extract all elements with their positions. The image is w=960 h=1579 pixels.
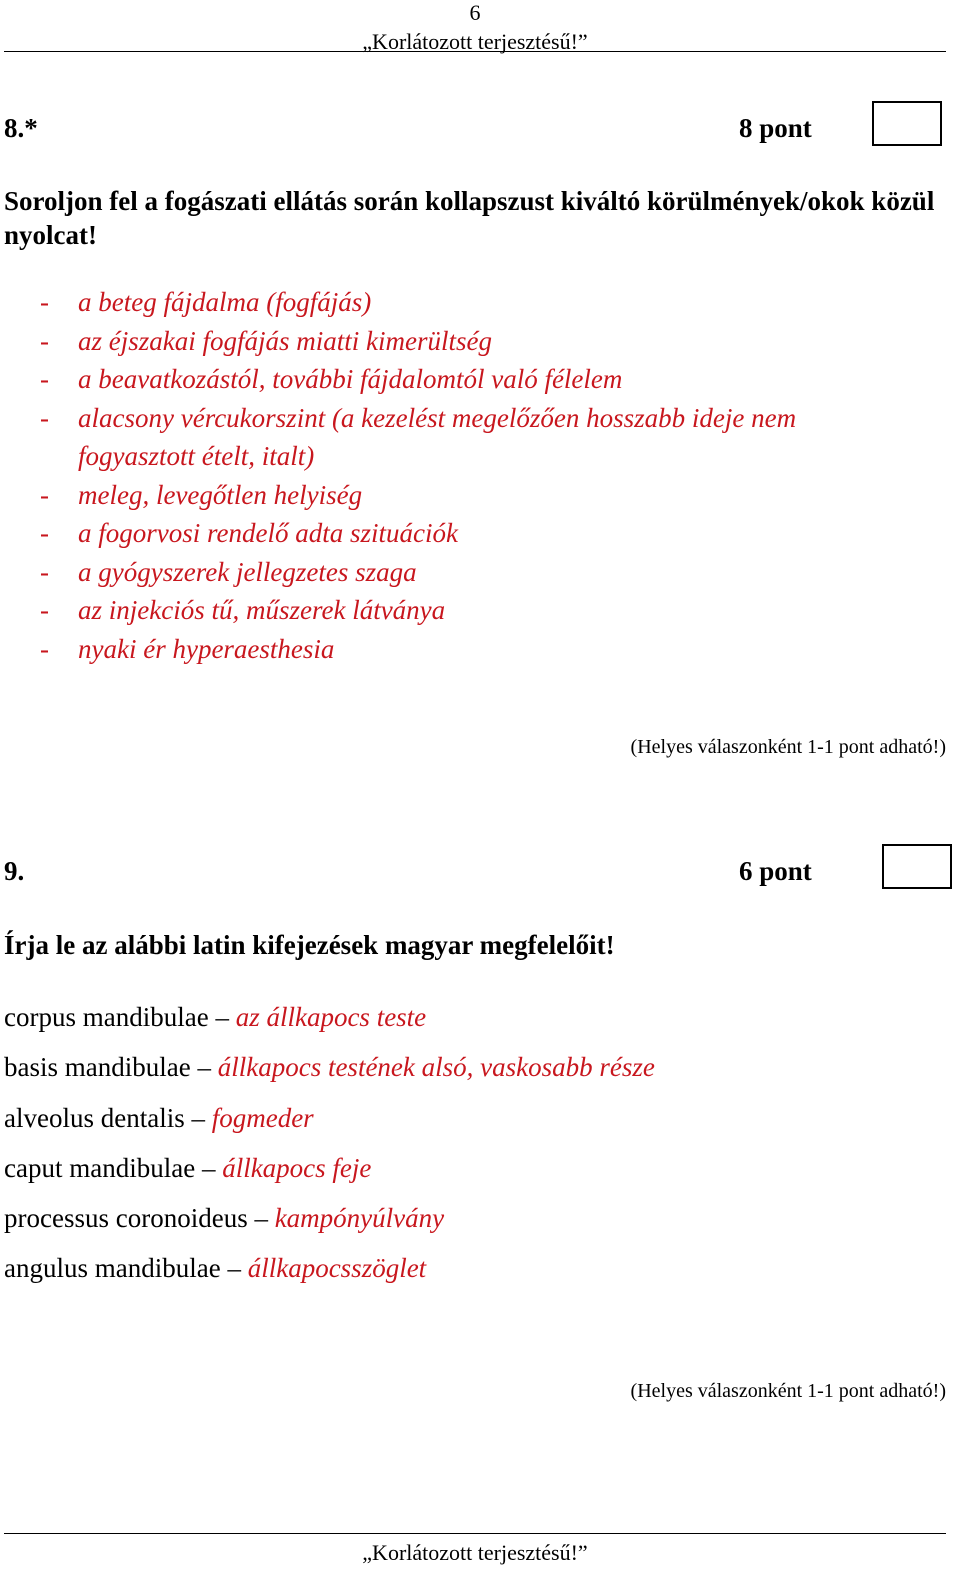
term-row (4, 1193, 655, 1243)
list-item (40, 591, 880, 630)
question-9-scoring-note: (Helyes válaszonként 1-1 pont adható!) (630, 1380, 946, 1402)
term-row (4, 1093, 655, 1143)
list-item (40, 476, 880, 515)
question-8-answer-list (40, 283, 880, 668)
answer-text: alacsony vércukorszint (a kezelést megelőzően hosszabb ideje nem fogyasztott ételt, italt) (78, 402, 797, 471)
list-item (40, 360, 880, 399)
list-dash: - (40, 556, 49, 587)
separator: – (254, 1203, 268, 1234)
answer-text: a beteg fájdalma (fogfájás) (78, 287, 372, 317)
list-item (40, 283, 880, 322)
answer-text: fogmeder (211, 1102, 314, 1133)
list-item (40, 514, 880, 553)
latin-term: angulus mandibulae (4, 1253, 221, 1284)
separator: – (201, 1152, 216, 1183)
list-item (40, 399, 880, 476)
header-divider (4, 51, 946, 52)
list-item (40, 322, 880, 361)
latin-term: caput mandibulae (4, 1152, 196, 1183)
term-row (4, 992, 655, 1042)
question-8-scoring-note: (Helyes válaszonként 1-1 pont adható!) (630, 736, 946, 758)
latin-term: alveolus dentalis (4, 1102, 185, 1133)
term-row (4, 1243, 655, 1293)
answer-text: a gyógyszerek jellegzetes szaga (78, 556, 417, 587)
footer-restriction: „Korlátozott terjesztésű!” (362, 1540, 588, 1565)
separator: – (215, 1002, 229, 1032)
question-9-points: 6 pont (739, 856, 812, 886)
answer-text: az állkapocs teste (235, 1002, 427, 1032)
latin-term: corpus mandibulae (4, 1002, 209, 1032)
question-8-prompt: Soroljon fel a fogászati ellátás során kollapszust kiváltó körülmények/okok közül nyolcat! (4, 186, 935, 250)
footer-divider (4, 1533, 946, 1534)
list-dash: - (40, 595, 49, 625)
question-8-score-box[interactable] (872, 101, 942, 146)
term-row (4, 1042, 655, 1092)
question-9-number: 9. (4, 856, 25, 886)
answer-text: a beavatkozástól, további fájdalomtól való félelem (78, 364, 623, 394)
answer-text: kampónyúlvány (274, 1203, 445, 1234)
latin-term: processus coronoideus (4, 1203, 248, 1234)
answer-text: az injekciós tű, műszerek látványa (78, 595, 446, 625)
answer-text: állkapocs testének alsó, vaskosabb része (217, 1052, 655, 1083)
header-restriction: „Korlátozott terjesztésű!” (362, 29, 588, 54)
list-dash: - (40, 633, 49, 664)
question-9-prompt: Írja le az alábbi latin kifejezések magyar megfelelőit! (4, 930, 615, 960)
answer-text: meleg, levegőtlen helyiség (78, 479, 363, 510)
list-dash: - (40, 479, 49, 510)
question-9-term-list (4, 992, 655, 1294)
list-dash: - (40, 325, 49, 356)
question-8-points: 8 pont (739, 113, 812, 143)
term-row (4, 1143, 655, 1193)
question-8-number: 8.* (4, 113, 38, 143)
answer-text: állkapocsszöglet (247, 1253, 427, 1284)
list-item (40, 630, 880, 669)
list-dash: - (40, 287, 49, 317)
list-item (40, 553, 880, 592)
answer-text: nyaki ér hyperaesthesia (78, 633, 335, 664)
list-dash: - (40, 364, 49, 394)
latin-term: basis mandibulae (4, 1052, 191, 1083)
separator: – (191, 1102, 205, 1133)
list-dash: - (40, 402, 49, 433)
separator: – (227, 1253, 241, 1284)
page-number: 6 (469, 0, 481, 25)
answer-text: a fogorvosi rendelő adta szituációk (78, 518, 458, 548)
answer-text: állkapocs feje (222, 1152, 372, 1183)
answer-text: az éjszakai fogfájás miatti kimerültség (78, 325, 492, 356)
question-9-score-box[interactable] (882, 844, 952, 889)
separator: – (197, 1052, 211, 1083)
list-dash: - (40, 518, 49, 548)
